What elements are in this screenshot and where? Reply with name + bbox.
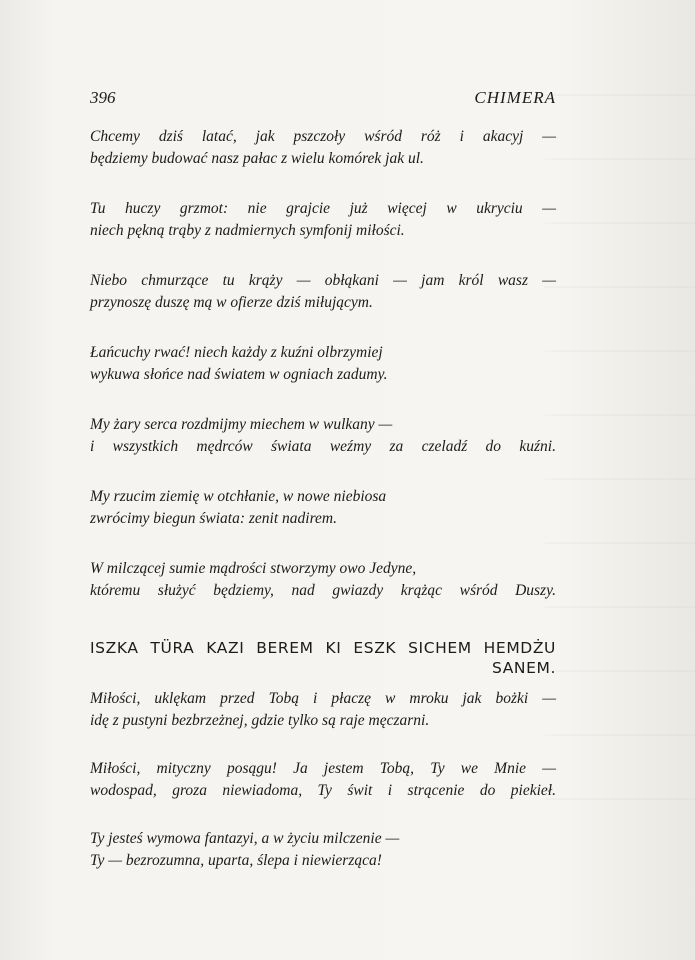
verse-line: Miłości, mityczny posągu! Ja jestem Tobą, Ty we Mnie — [90,760,556,777]
verse-line: zwrócimy biegun świata: zenit nadirem. [90,510,337,527]
poem-title [90,638,556,678]
verse-line: W milczącej sumie mądrości stworzymy owo Jedyne, [90,560,417,577]
stanza [90,198,556,242]
verse-line: wykuwa słońce nad światem w ogniach zadumy. [90,366,388,383]
verse-line: Chcemy dziś latać, jak pszczoły wśród róż i akacyj — [90,128,556,145]
verse-line: Ty jesteś wymowa fantazyi, a w życiu milczenie — [90,830,400,847]
verse-line: idę z pustyni bezbrzeżnej, gdzie tylko są raje męczarni. [90,712,430,729]
running-head: CHIMERA [474,88,556,107]
verse-line: Łańcuchy rwać! niech każdy z kuźni olbrzymiej [90,344,383,361]
verse-line: któremu służyć będziemy, nad gwiazdy krążąc wśród Duszy. [90,582,556,599]
page-number: 396 [90,88,116,107]
poem-2 [90,688,556,872]
verse-line: przynoszę duszę mą w ofierze dziś miłującym. [90,294,373,311]
stanza [90,486,556,530]
verse-line: Ty — bezrozumna, uparta, ślepa i niewierząca! [90,852,382,869]
verse-line: wodospad, groza niewiadoma, Ty świt i strącenie do piekieł. [90,782,556,799]
stanza [90,558,556,602]
stanza [90,414,556,458]
poem-1 [90,126,556,602]
verse-line: Tu huczy grzmot: nie grajcie już więcej w ukryciu — [90,200,556,217]
verse-line: będziemy budować nasz pałac z wielu komórek jak ul. [90,150,424,167]
page-header [90,88,556,112]
verse-line: Miłości, uklękam przed Tobą i płaczę w mroku jak bożki — [90,690,556,707]
verse-line: i wszystkich mędrców świata weźmy za czeladź do kuźni. [90,438,556,455]
stanza [90,688,556,732]
stanza [90,270,556,314]
verse-line: Niebo chmurzące tu krąży — obłąkani — jam król wasz — [90,272,556,289]
stanza [90,758,556,802]
verse-line: My rzucim ziemię w otchłanie, w nowe niebiosa [90,488,387,505]
stanza [90,342,556,386]
verse-line: niech pękną trąby z nadmiernych symfonij miłości. [90,222,405,239]
show-through-text [545,60,695,860]
page-content [90,88,556,898]
stanza [90,828,556,872]
poem-title-line: SANEM. [491,659,556,677]
verse-line: My żary serca rozdmijmy miechem w wulkany — [90,416,393,433]
stanza [90,126,556,170]
poem-title-line: ISZKA TÜRA KAZI BEREM KI ESZK SICHEM HEMDŻU [90,639,556,657]
